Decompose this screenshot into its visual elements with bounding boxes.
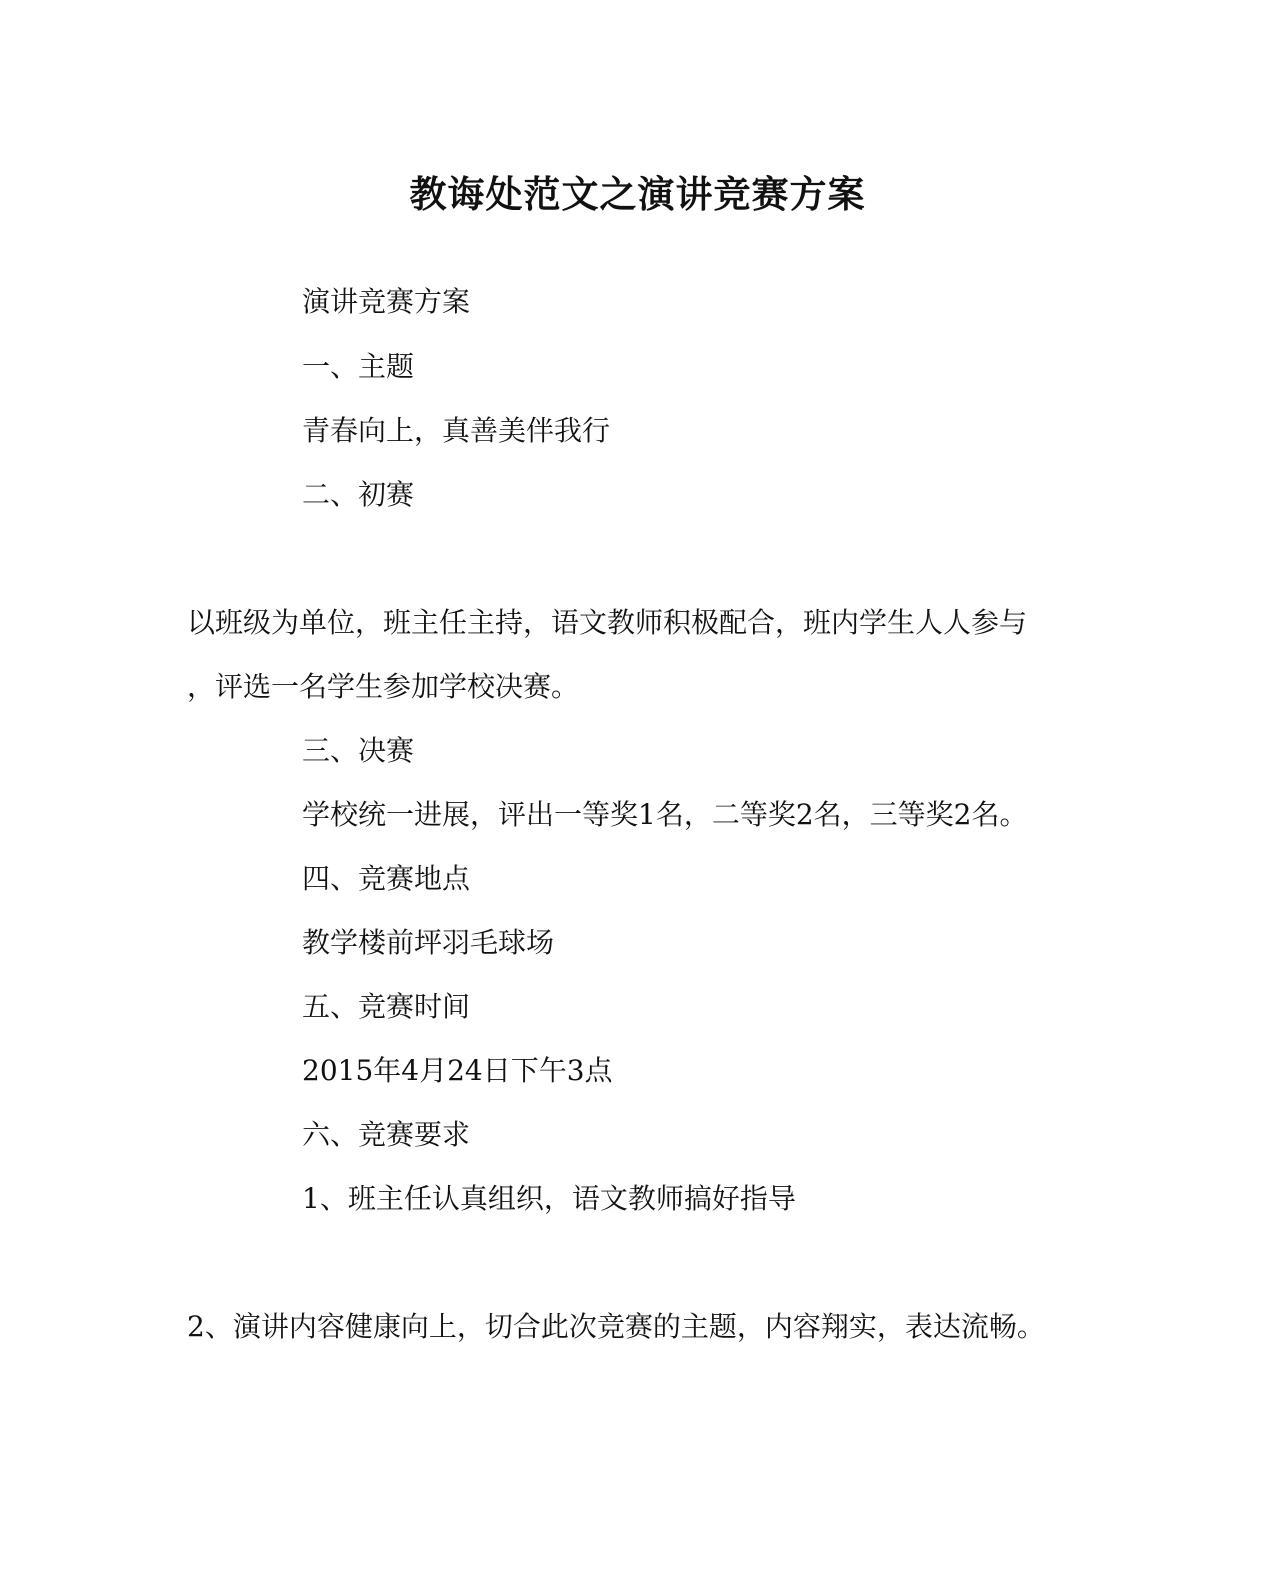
theme-text: 青春向上，真善美伴我行 bbox=[302, 414, 611, 447]
preliminary-text-line-2: ，评选一名学生参加学校决赛。 bbox=[187, 670, 580, 703]
preliminary-text-line-1: 以班级为单位，班主任主持，语文教师积极配合，班内学生人人参与 bbox=[187, 606, 1028, 639]
section-heading-requirements: 六、竞赛要求 bbox=[302, 1118, 471, 1151]
section-heading-time: 五、竞赛时间 bbox=[302, 990, 471, 1023]
section-heading-final: 三、决赛 bbox=[302, 734, 415, 767]
document-title: 教诲处范文之演讲竞赛方案 bbox=[409, 172, 866, 216]
section-heading-preliminary: 二、初赛 bbox=[302, 478, 415, 511]
section-heading-venue: 四、竞赛地点 bbox=[302, 862, 471, 895]
final-text: 学校统一进展，评出一等奖1名，二等奖2名，三等奖2名。 bbox=[302, 798, 1028, 831]
time-text: 2015年4月24日下午3点 bbox=[302, 1054, 613, 1087]
section-heading-theme: 一、主题 bbox=[302, 350, 415, 383]
requirement-item-2: 2、演讲内容健康向上，切合此次竞赛的主题，内容翔实，表达流畅。 bbox=[187, 1310, 1045, 1343]
subtitle: 演讲竞赛方案 bbox=[302, 285, 471, 318]
requirement-item-1: 1、班主任认真组织，语文教师搞好指导 bbox=[302, 1182, 796, 1215]
venue-text: 教学楼前坪羽毛球场 bbox=[302, 926, 555, 959]
